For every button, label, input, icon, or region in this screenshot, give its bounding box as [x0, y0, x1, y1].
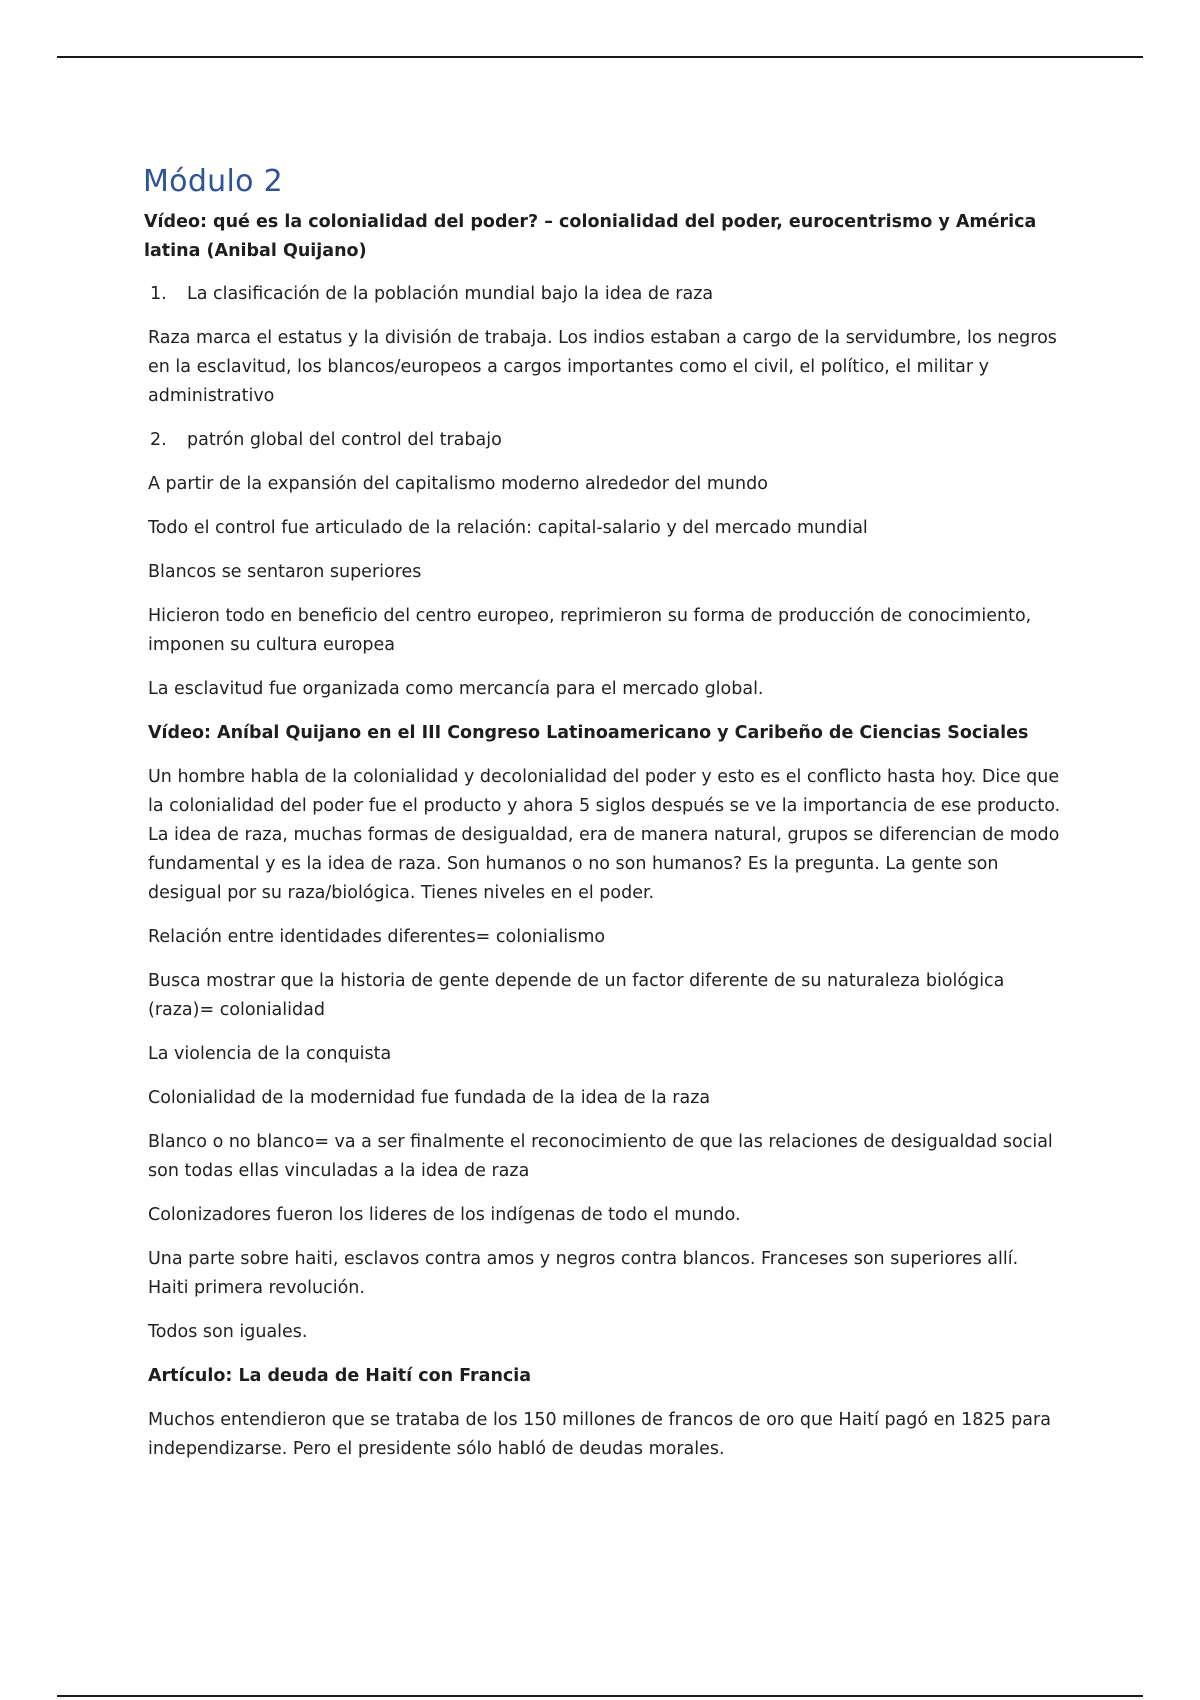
paragraph: Blanco o no blanco= va a ser finalmente el reconocimiento de que las relaciones de desigualdad social son todas ellas vinculadas a la idea de raza	[148, 1132, 1053, 1181]
paragraph: La violencia de la conquista	[148, 1044, 392, 1064]
item-text: patrón global del control del trabajo	[187, 430, 502, 450]
paragraph: Todo el control fue articulado de la relación: capital-salario y del mercado mundial	[148, 518, 868, 538]
paragraph: Colonialidad de la modernidad fue fundada de la idea de la raza	[148, 1088, 711, 1108]
paragraph: Colonizadores fueron los lideres de los indígenas de todo el mundo.	[148, 1205, 741, 1225]
paragraph: Una parte sobre haiti, esclavos contra amos y negros contra blancos. Franceses son superiores allí. Haiti primera revolución.	[148, 1249, 1019, 1298]
paragraph: Todos son iguales.	[148, 1322, 308, 1342]
item-text: La clasificación de la población mundial bajo la idea de raza	[187, 284, 714, 304]
paragraph: Hicieron todo en beneficio del centro europeo, reprimieron su forma de producción de conocimiento, imponen su cultura europea	[148, 606, 1032, 655]
paragraph: Relación entre identidades diferentes= colonialismo	[148, 927, 606, 947]
paragraph: Blancos se sentaron superiores	[148, 562, 422, 582]
paragraph: Busca mostrar que la historia de gente depende de un factor diferente de su naturaleza biológica (raza)= colonialidad	[148, 971, 1005, 1020]
paragraph: Muchos entendieron que se trataba de los 150 millones de francos de oro que Haití pagó en 1825 para independizarse. Pero el presidente sólo habló de deudas morales.	[148, 1410, 1051, 1459]
numbered-item-2	[148, 426, 1064, 455]
section-heading-video-2: Vídeo: Aníbal Quijano en el III Congreso Latinoamericano y Caribeño de Ciencias Sociales	[148, 723, 1029, 743]
numbered-item-1	[148, 280, 1064, 309]
paragraph: Raza marca el estatus y la división de trabaja. Los indios estaban a cargo de la servidumbre, los negros en la esclavitud, los blancos/europeos a cargos importantes como el civil, el político, el militar y administrativo	[148, 328, 1057, 406]
section-heading-article: Artículo: La deuda de Haití con Francia	[148, 1366, 532, 1386]
item-number: 2.	[150, 430, 167, 450]
header-rule	[57, 56, 1143, 58]
document-body	[144, 162, 1064, 1479]
paragraph: La esclavitud fue organizada como mercancía para el mercado global.	[148, 679, 764, 699]
section-heading-video-1: Vídeo: qué es la colonialidad del poder? – colonialidad del poder, eurocentrismo y América latina (Anibal Quijano)	[144, 212, 1037, 261]
footer-rule	[57, 1695, 1143, 1697]
page-title: Módulo 2	[143, 164, 284, 199]
paragraph: Un hombre habla de la colonialidad y decolonialidad del poder y esto es el conflicto hasta hoy. Dice que la colonialidad del poder fue el producto y ahora 5 siglos después se ve la importancia de ese producto. La idea de raza, muchas formas de desigualdad, era de manera natural, grupos se diferencian de modo fundamental y es la idea de raza. Son humanos o no son humanos? Es la pregunta. La gente son desigual por su raza/biológica. Tienes niveles en el poder.	[148, 767, 1061, 903]
item-number: 1.	[150, 284, 167, 304]
paragraph: A partir de la expansión del capitalismo moderno alrededor del mundo	[148, 474, 768, 494]
